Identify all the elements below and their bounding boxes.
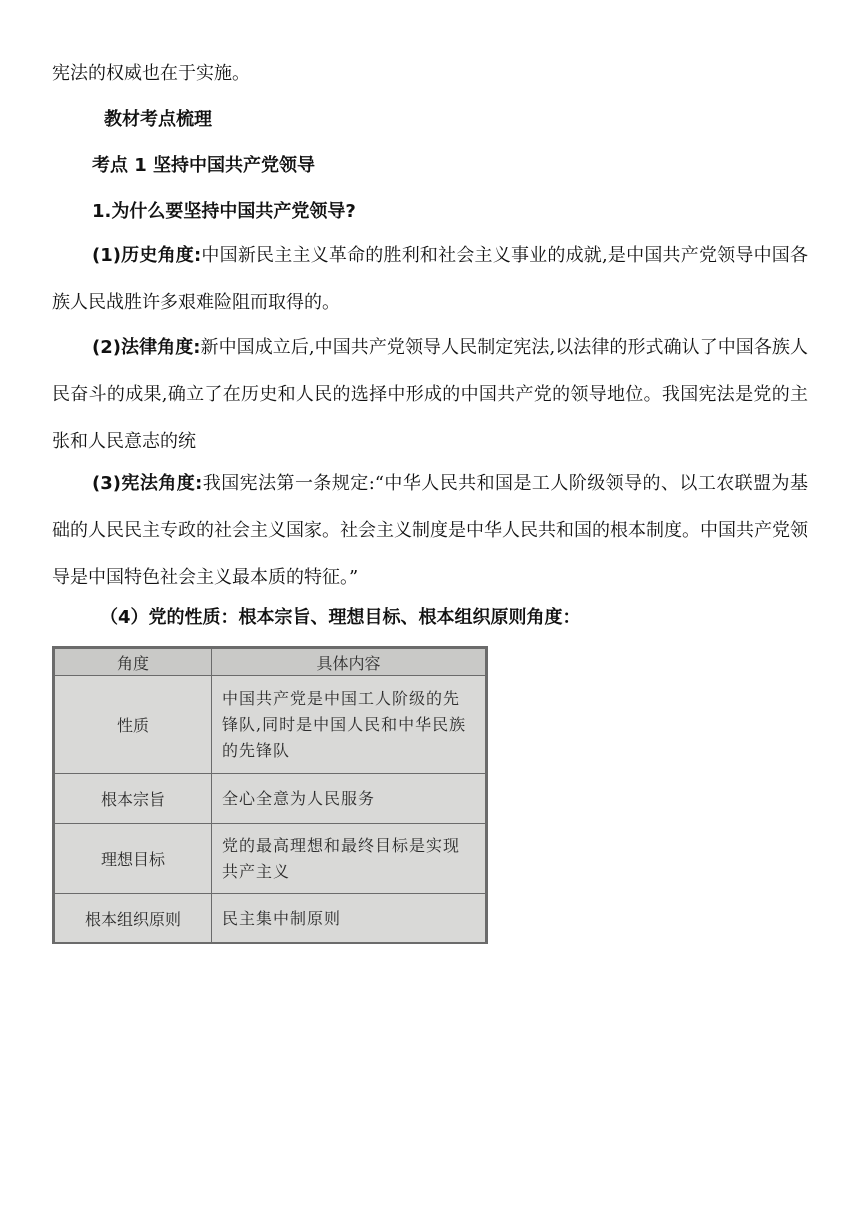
table-row [55, 824, 486, 894]
paragraph-law-text: 新中国成立后,中国共产党领导人民制定宪法,以法律的形式确认了中国各族人民奋斗的成果,确立了在历史和人民的选择中形成的中国共产党的领导地位。我国宪法是党的主张和人民意志的统 [52, 337, 808, 452]
paragraph-history-text: 中国新民主主义革命的胜利和社会主义事业的成就,是中国共产党领导中国各族人民战胜许多艰难险阻而取得的。 [52, 245, 808, 313]
paragraph-constitution [52, 460, 808, 601]
paragraph-constitution-label: (3)宪法角度: [92, 473, 203, 494]
question-heading: 1.为什么要坚持中国共产党领导? [92, 201, 356, 222]
party-nature-table-grid [54, 648, 486, 944]
table-cell-key: 性质 [55, 676, 212, 774]
table-row [55, 774, 486, 824]
table-cell-key: 根本组织原则 [55, 894, 212, 944]
section-heading: 教材考点梳理 [104, 109, 212, 130]
paragraph-law [52, 324, 808, 465]
table-cell-value: 民主集中制原则 [212, 894, 486, 944]
paragraph-party-nature: （4）党的性质：根本宗旨、理想目标、根本组织原则角度： [100, 607, 581, 628]
party-nature-table [52, 646, 488, 944]
table-cell-value: 党的最高理想和最终目标是实现共产主义 [212, 824, 486, 894]
table-header-row [55, 649, 486, 676]
paragraph-law-label: (2)法律角度: [92, 337, 201, 358]
text-line-1: 宪法的权威也在于实施。 [52, 63, 250, 84]
table-cell-key: 根本宗旨 [55, 774, 212, 824]
paragraph-history [52, 232, 808, 326]
paragraph-constitution-text: 我国宪法第一条规定:“中华人民共和国是工人阶级领导的、以工农联盟为基础的人民民主专政的社会主义国家。社会主义制度是中华人民共和国的根本制度。中国共产党领导是中国特色社会主义最本质的特征。” [52, 473, 808, 588]
table-header-angle: 角度 [55, 649, 212, 676]
table-cell-value: 全心全意为人民服务 [212, 774, 486, 824]
table-cell-key: 理想目标 [55, 824, 212, 894]
topic-heading: 考点 1 坚持中国共产党领导 [92, 155, 316, 176]
table-row [55, 894, 486, 944]
table-row [55, 676, 486, 774]
table-header-content: 具体内容 [212, 649, 486, 676]
paragraph-history-label: (1)历史角度: [92, 245, 202, 266]
table-cell-value: 中国共产党是中国工人阶级的先锋队,同时是中国人民和中华民族的先锋队 [212, 676, 486, 774]
